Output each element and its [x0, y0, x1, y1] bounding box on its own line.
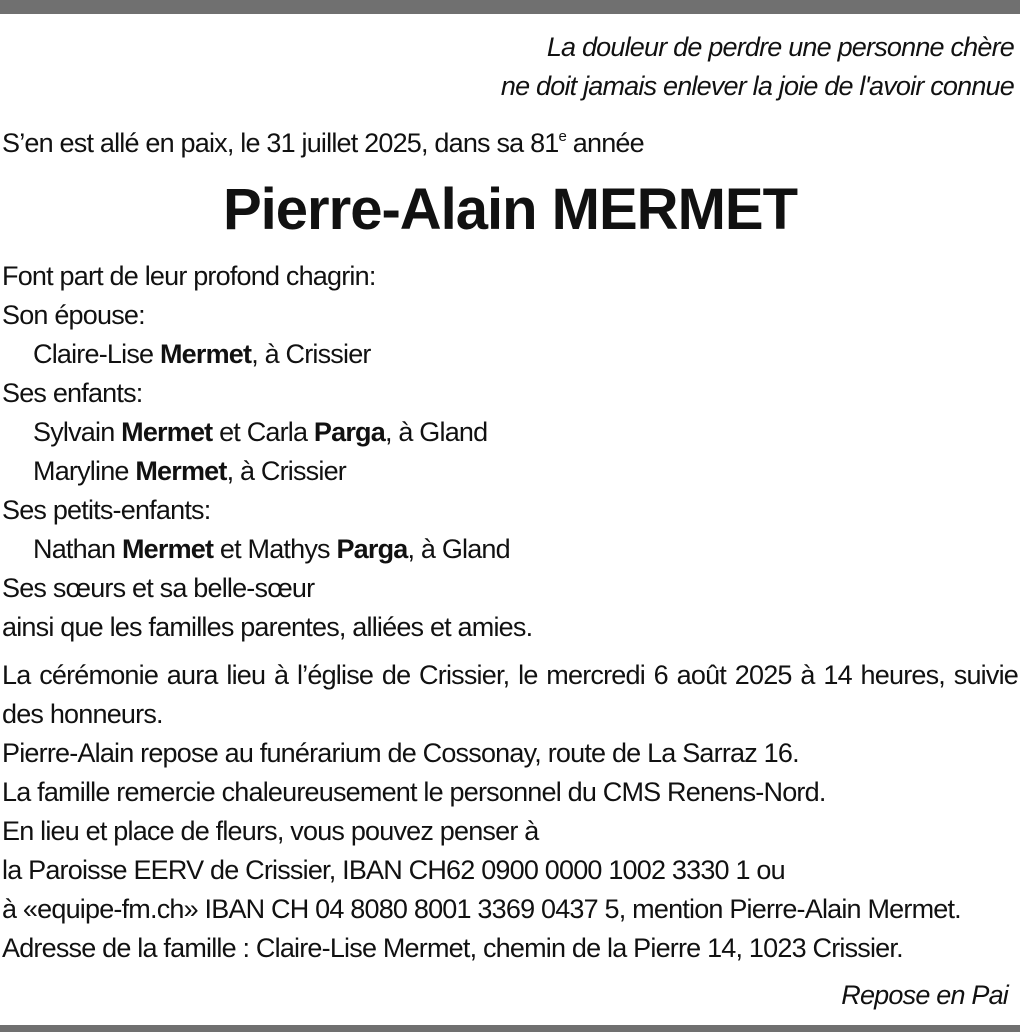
top-rule	[0, 0, 1020, 14]
spouse-heading: Son épouse:	[2, 300, 145, 330]
detail-line-5: à «equipe-fm.ch» IBAN CH 04 8080 8001 3369 0437 5, mention Pierre-Alain Mermet.	[2, 894, 961, 924]
relatives-line: ainsi que les familles parentes, alliées et amies.	[2, 612, 533, 642]
child-entry-1: Sylvain Mermet et Carla Parga, à Gland	[33, 417, 488, 447]
family-intro: Font part de leur profond chagrin:	[2, 261, 376, 291]
detail-line-6: Adresse de la famille : Claire-Lise Mermet, chemin de la Pierre 14, 1023 Crissier.	[2, 933, 903, 963]
bottom-rule	[0, 1025, 1020, 1032]
epigraph-quote	[501, 28, 1014, 106]
closing-phrase: Repose en Pai	[841, 980, 1008, 1010]
ceremony-paragraph: La cérémonie aura lieu à l’église de Crissier, le mercredi 6 août 2025 à 14 heures, suivie des honneurs.	[2, 660, 1018, 729]
quote-line-1: La douleur de perdre une personne chère	[546, 32, 1014, 62]
detail-line-3: En lieu et place de fleurs, vous pouvez penser à	[2, 816, 539, 846]
detail-line-1: Pierre-Alain repose au funérarium de Cossonay, route de La Sarraz 16.	[2, 738, 799, 768]
deceased-name: Pierre-Alain MERMET	[223, 177, 797, 242]
siblings-line: Ses sœurs et sa belle-sœur	[2, 573, 315, 603]
detail-line-4: la Paroisse EERV de Crissier, IBAN CH62 0900 0000 1002 3330 1 ou	[2, 855, 785, 885]
ordinal-superscript: e	[558, 128, 567, 145]
children-heading: Ses enfants:	[2, 378, 143, 408]
detail-line-2: La famille remercie chaleureusement le personnel du CMS Renens-Nord.	[2, 777, 826, 807]
spouse-entry: Claire-Lise Mermet, à Crissier	[33, 339, 371, 369]
quote-line-2: ne doit jamais enlever la joie de l'avoir connue	[500, 71, 1014, 101]
grandchildren-heading: Ses petits-enfants:	[2, 495, 211, 525]
grandchildren-entry: Nathan Mermet et Mathys Parga, à Gland	[33, 534, 510, 564]
child-entry-2: Maryline Mermet, à Crissier	[33, 456, 346, 486]
death-announcement: S’en est allé en paix, le 31 juillet 2025, dans sa 81e année	[2, 128, 644, 158]
